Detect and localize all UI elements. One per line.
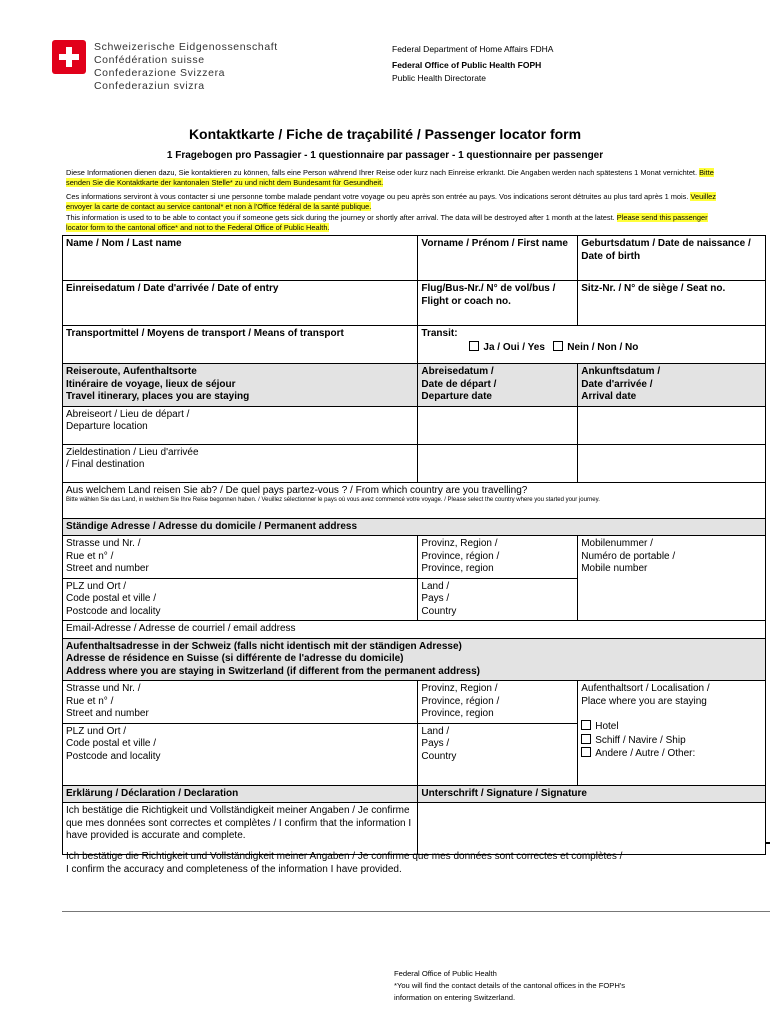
flight-number-field[interactable]: Flug/Bus-Nr./ N° de vol/bus / Flight or coach no. — [418, 281, 578, 326]
country-label-1: Land / — [421, 580, 450, 592]
seat-number-field[interactable]: Sitz-Nr. / N° de siège / Seat no. — [578, 281, 766, 326]
directorate: Public Health Directorate — [392, 73, 487, 83]
departure-date-de: Abreisedatum / — [421, 366, 494, 377]
destination-arrival-cell[interactable] — [578, 444, 766, 482]
origin-country-question: Aus welchem Land reisen Sie ab? / De quel pays partez-vous ? / From which country are you travelling? — [66, 484, 528, 496]
department: Federal Department of Home Affairs FDHA — [392, 44, 554, 54]
departure-location-field[interactable] — [63, 406, 418, 444]
ch-street-label-2: Rue et n° / — [66, 695, 114, 707]
intro-en-text: This information is used to to be able to contact you if someone gets sick during the journey or shortly after arrival. The data will be destroyed after 1 month at the latest. — [66, 213, 617, 222]
confirmation-text-2: I confirm the accuracy and completeness of the information I have provided. — [66, 864, 402, 875]
origin-country-field[interactable] — [63, 482, 766, 518]
postcode-label-1: PLZ und Ort / — [66, 580, 127, 592]
itinerary-header-fr: Itinéraire de voyage, lieux de séjour — [66, 378, 236, 390]
footer-note-2: information on entering Switzerland. — [394, 993, 516, 1002]
destination-date-cell[interactable] — [418, 444, 578, 482]
intro-en — [66, 213, 726, 232]
other-checkbox[interactable] — [581, 747, 591, 757]
ship-label: Schiff / Navire / Ship — [595, 734, 686, 746]
transit-yes-label: Ja / Oui / Yes — [483, 341, 545, 353]
swiss-address-header-en: Address where you are staying in Switzerland (if different from the permanent address) — [66, 665, 480, 677]
transit-no-checkbox[interactable] — [553, 341, 563, 351]
mobile-label-1: Mobilenummer / — [581, 538, 653, 549]
province-label-3: Province, region — [421, 563, 494, 574]
intro-de — [66, 168, 726, 187]
origin-country-note: Bitte wählen Sie das Land, in welchem Sie Ihre Reise begonnen haben. / Veuillez sélectionner le pays où vous avez commencé votre voyage. / Please select the country where you started your journey. — [66, 497, 600, 503]
ch-postcode-label-3: Postcode and locality — [66, 750, 161, 762]
ch-province-field[interactable] — [418, 681, 578, 724]
itinerary-header-de: Reiseroute, Aufenthaltsorte — [66, 366, 197, 377]
ch-province-label-3: Province, region — [421, 708, 494, 719]
page-title: Kontaktkarte / Fiche de traçabilité / Passenger locator form — [188, 126, 582, 142]
other-label: Andere / Autre / Other: — [595, 748, 696, 759]
first-name-field[interactable]: Vorname / Prénom / First name — [418, 236, 578, 281]
declaration-header: Erklärung / Déclaration / Declaration — [63, 785, 418, 803]
office: Federal Office of Public Health FOPH — [392, 60, 542, 70]
stay-location-label-1: Aufenthaltsort / Localisation / — [581, 683, 710, 694]
birth-date-field[interactable]: Geburtsdatum / Date de naissance / Date of birth — [578, 236, 766, 281]
transit-options — [421, 341, 762, 355]
province-label-2: Province, région / — [421, 550, 500, 562]
footer-divider — [62, 911, 770, 912]
ch-country-field[interactable] — [418, 723, 578, 785]
itinerary-header-en: Travel itinerary, places you are staying — [66, 391, 250, 402]
destination-label-1: Zieldestination / Lieu d'arrivée — [66, 446, 199, 458]
ch-country-label-2: Pays / — [421, 738, 450, 749]
email-field[interactable]: Email-Adresse / Adresse de courriel / email address — [63, 621, 766, 639]
ch-country-label-3: Country — [421, 750, 457, 762]
street-label-2: Rue et n° / — [66, 550, 114, 562]
hotel-label: Hotel — [595, 721, 619, 732]
arrival-date-de: Ankunftsdatum / — [581, 366, 661, 377]
transit-yes-checkbox[interactable] — [469, 341, 479, 351]
lang-fr: Confédération suisse — [94, 54, 205, 66]
intro-en-highlight: Please send this passenger locator form to the cantonal office* and not to the Federal Office of Public Health. — [66, 213, 708, 232]
table-edge-line — [766, 842, 770, 844]
street-label-1: Strasse und Nr. / — [66, 538, 141, 549]
permanent-address-header: Ständige Adresse / Adresse du domicile / Permanent address — [63, 518, 766, 536]
hotel-option — [581, 720, 762, 734]
lang-rm: Confederaziun svizra — [94, 80, 205, 92]
arrival-date-header — [578, 364, 766, 407]
departure-date-en: Departure date — [421, 391, 492, 402]
street-label-3: Street and number — [66, 563, 149, 574]
departure-location-label-1: Abreiseort / Lieu de départ / — [66, 408, 190, 420]
ch-province-label-1: Provinz, Region / — [421, 683, 498, 694]
ch-street-label-3: Street and number — [66, 708, 149, 719]
departure-date-fr: Date de départ / — [421, 378, 497, 390]
postcode-label-3: Postcode and locality — [66, 605, 161, 617]
postcode-label-2: Code postal et ville / — [66, 593, 157, 604]
arrival-date-fr: Date d'arrivée / — [581, 378, 653, 390]
intro-fr-text: Ces informations serviront à vous contacter si une personne tombe malade pendant votre voyage ou peu après son entrée au pays. Vos indications seront détruites au plus tard après 1 mois. — [66, 192, 691, 201]
departure-location-date-cell[interactable] — [418, 406, 578, 444]
swiss-address-header-fr: Adresse de résidence en Suisse (si différente de l'adresse du domicile) — [66, 653, 404, 664]
destination-label-2: / Final destination — [66, 459, 145, 470]
swiss-address-header — [63, 638, 766, 681]
ch-postcode-label-2: Code postal et ville / — [66, 738, 157, 749]
lang-it: Confederazione Svizzera — [94, 67, 226, 79]
ch-postcode-field[interactable] — [63, 723, 418, 785]
ship-option — [581, 734, 762, 748]
page-subtitle: 1 Fragebogen pro Passagier - 1 questionnaire par passager - 1 questionnaire per passenger — [166, 150, 604, 161]
intro-de-text: Diese Informationen dienen dazu, Sie kontaktieren zu können, falls eine Person während Ihrer Reise oder kurz nach Einreise erkrankt. Die Angaben werden nach spätestens 1 Monat vernichtet. — [66, 168, 700, 177]
footer-note-1: *You will find the contact details of the cantonal offices in the FOPH's — [394, 981, 626, 990]
intro-fr — [66, 192, 726, 211]
swiss-address-header-de: Aufenthaltsadresse in der Schweiz (falls nicht identisch mit der ständigen Adresse) — [66, 640, 462, 652]
province-label-1: Provinz, Region / — [421, 538, 498, 549]
ch-street-label-1: Strasse und Nr. / — [66, 683, 141, 694]
ch-street-field[interactable] — [63, 681, 418, 724]
province-field[interactable] — [418, 536, 578, 579]
departure-location-arrival-cell[interactable] — [578, 406, 766, 444]
transit-field — [418, 326, 766, 364]
lang-de: Schweizerische Eidgenossenschaft — [94, 41, 278, 53]
confirmation-text-1: Ich bestätige die Richtigkeit und Vollständigkeit meiner Angaben / Je confirme que mes données sont correctes et complètes / — [66, 851, 623, 862]
entry-date-field[interactable]: Einreisedatum / Date d'arrivée / Date of entry — [63, 281, 418, 326]
ship-checkbox[interactable] — [581, 734, 591, 744]
mobile-number-field[interactable] — [578, 536, 766, 621]
destination-field[interactable] — [63, 444, 418, 482]
country-label-2: Pays / — [421, 593, 450, 604]
transit-no-label: Nein / Non / No — [567, 341, 639, 353]
stay-location-label-2: Place where you are staying — [581, 695, 707, 707]
departure-date-header — [418, 364, 578, 407]
signature-header: Unterschrift / Signature / Signature — [418, 785, 766, 803]
intro-de-highlight: Bitte senden Sie die Kontaktkarte der kantonalen Stelle* zu und nicht dem Bundesamt für Gesundheit. — [66, 168, 714, 187]
intro-fr-highlight: Veuillez envoyer la carte de contact au service cantonal* et non à l'Office fédéral de la santé publique. — [66, 192, 716, 211]
declaration-text: Ich bestätige die Richtigkeit und Vollständigkeit meiner Angaben / Je confirme que mes données sont correctes et complètes / I confirm that the information I have provided is accurate and complete. — [63, 803, 418, 855]
postcode-field[interactable] — [63, 578, 418, 621]
other-option — [581, 747, 762, 761]
signature-field[interactable] — [418, 803, 766, 855]
country-label-3: Country — [421, 605, 457, 617]
passenger-form — [62, 235, 766, 855]
ch-province-label-2: Province, région / — [421, 695, 500, 707]
itinerary-header — [63, 364, 418, 407]
transit-label: Transit: — [421, 328, 458, 339]
last-name-field[interactable]: Name / Nom / Last name — [63, 236, 418, 281]
ch-country-label-1: Land / — [421, 725, 450, 737]
street-field[interactable] — [63, 536, 418, 579]
departure-location-label-2: Departure location — [66, 421, 148, 432]
stay-location-field — [578, 681, 766, 786]
arrival-date-en: Arrival date — [581, 391, 637, 402]
ch-postcode-label-1: PLZ und Ort / — [66, 725, 127, 737]
country-field[interactable] — [418, 578, 578, 621]
hotel-checkbox[interactable] — [581, 720, 591, 730]
footer-office: Federal Office of Public Health — [394, 969, 497, 978]
mobile-label-3: Mobile number — [581, 563, 648, 574]
swiss-cross-logo-icon — [52, 40, 86, 74]
mobile-label-2: Numéro de portable / — [581, 550, 676, 562]
transport-field[interactable]: Transportmittel / Moyens de transport / Means of transport — [63, 326, 418, 364]
